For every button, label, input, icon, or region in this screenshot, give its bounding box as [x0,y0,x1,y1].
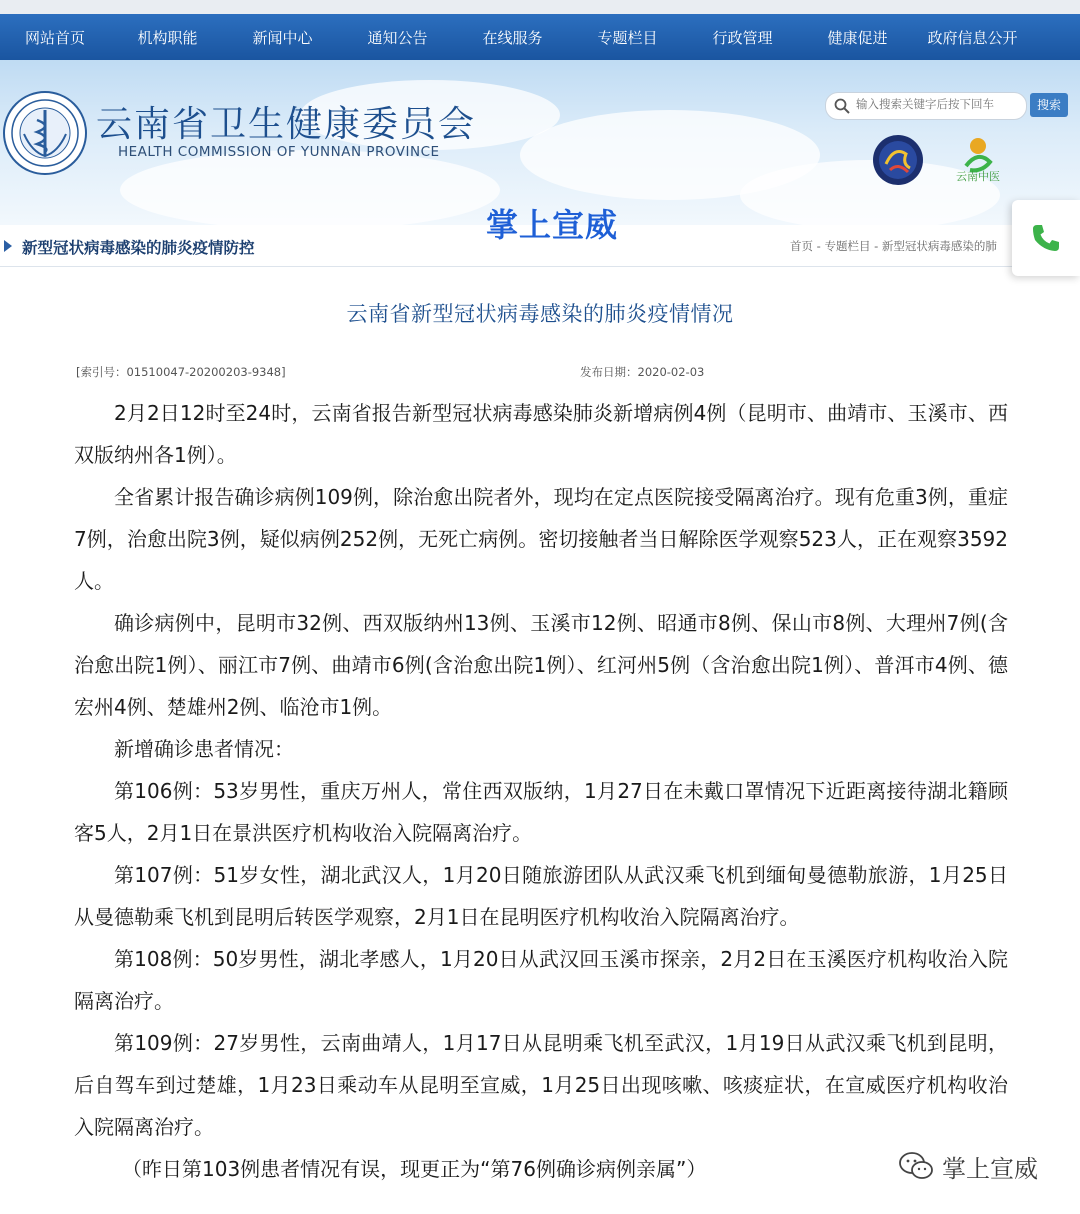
nav-item-topics[interactable]: 专题栏目 [597,28,658,47]
article-paragraph: 第106例：53岁男性，重庆万州人，常住西双版纳，1月27日在未戴口罩情况下近距离接待湖北籍顾客5人，2月1日在景洪医疗机构收治入院隔离治疗。 [74,779,1008,845]
section-arrow-icon [4,240,12,252]
article-content [74,392,1008,1190]
search-button[interactable]: 搜索 [1030,93,1068,117]
nav-item-home[interactable]: 网站首页 [24,28,85,47]
footer-watermark-text: 掌上宣威 [942,1154,1038,1183]
yunnan-tcm-logo-text: 云南中医 [956,170,1000,183]
section-title[interactable]: 新型冠状病毒感染的肺炎疫情防控 [22,239,255,257]
nav-item-health-promotion[interactable]: 健康促进 [827,28,888,47]
article-paragraph: 全省累计报告确诊病例109例，除治愈出院者外，现均在定点医院接受隔离治疗。现有危重3例，重症7例，治愈出院3例，疑似病例252例，无死亡病例。密切接触者当日解除医学观察523人，正在观察3592人。 [74,485,1008,593]
nav-item-news[interactable]: 新闻中心 [252,28,313,47]
footer-watermark [898,1146,1038,1186]
section-bar [0,226,1080,267]
phone-icon [1030,222,1062,254]
site-subtitle: HEALTH COMMISSION OF YUNNAN PROVINCE [118,144,440,160]
watermark-top: 掌上宣威 [486,206,619,244]
nav-item-administration[interactable]: 行政管理 [712,28,773,47]
article-paragraph: （昨日第103例患者情况有误，现更正为“第76例确诊病例亲属”） [122,1157,707,1181]
article-paragraph: 2月2日12时至24时，云南省报告新型冠状病毒感染肺炎新增病例4例（昆明市、曲靖市、玉溪市、西双版纳州各1例）。 [74,401,1008,467]
article-paragraph: 第109例：27岁男性，云南曲靖人，1月17日从昆明乘飞机至武汉，1月19日从武汉乘飞机到昆明，后自驾车到过楚雄，1月23日乘动车从昆明至宣威，1月25日出现咳嗽、咳痰症状，在宣威医疗机构收治入院隔离治疗。 [74,1031,1008,1139]
wechat-icon [898,1151,934,1181]
article-index-number: [索引号：01510047-20200203-9348] [76,365,286,379]
article-paragraph: 确诊病例中，昆明市32例、西双版纳州13例、玉溪市12例、昭通市8例、保山市8例、大理州7例(含治愈出院1例）、丽江市7例、曲靖市6例(含治愈出院1例）、红河州5例（含治愈出院1例）、普洱市4例、德宏州4例、楚雄州2例、临沧市1例。 [74,611,1008,719]
article-paragraph: 第108例：50岁男性，湖北孝感人，1月20日从武汉回玉溪市探亲，2月2日在玉溪医疗机构收治入院隔离治疗。 [74,947,1008,1013]
article-title: 云南省新型冠状病毒感染的肺炎疫情情况 [346,302,734,326]
health-commission-emblem-icon[interactable] [2,90,88,176]
cloud-decoration [120,150,500,225]
search-box [825,92,1027,120]
nav-item-gov-info[interactable]: 政府信息公开 [927,28,1018,47]
nav-item-notices[interactable]: 通知公告 [367,28,428,47]
browser-top-strip [0,0,1080,14]
nav-item-functions[interactable]: 机构职能 [137,28,198,47]
article-paragraph: 第107例：51岁女性，湖北武汉人，1月20日随旅游团队从武汉乘飞机到缅甸曼德勒旅游，1月25日从曼德勒乘飞机到昆明后转医学观察，2月1日在昆明医疗机构收治入院隔离治疗。 [74,863,1008,929]
site-title: 云南省卫生健康委员会 [96,104,477,145]
article-publish-date: 发布日期：2020-02-03 [580,365,705,379]
main-nav [0,14,1080,60]
nav-item-services[interactable]: 在线服务 [482,28,543,47]
phone-float-button[interactable] [1012,200,1080,276]
partner-emblem-icon[interactable] [872,134,924,186]
search-icon [834,98,850,114]
breadcrumb[interactable]: 首页 - 专题栏目 - 新型冠状病毒感染的肺 [790,239,997,253]
article-paragraph: 新增确诊患者情况： [114,737,294,761]
search-input[interactable] [856,96,1018,114]
